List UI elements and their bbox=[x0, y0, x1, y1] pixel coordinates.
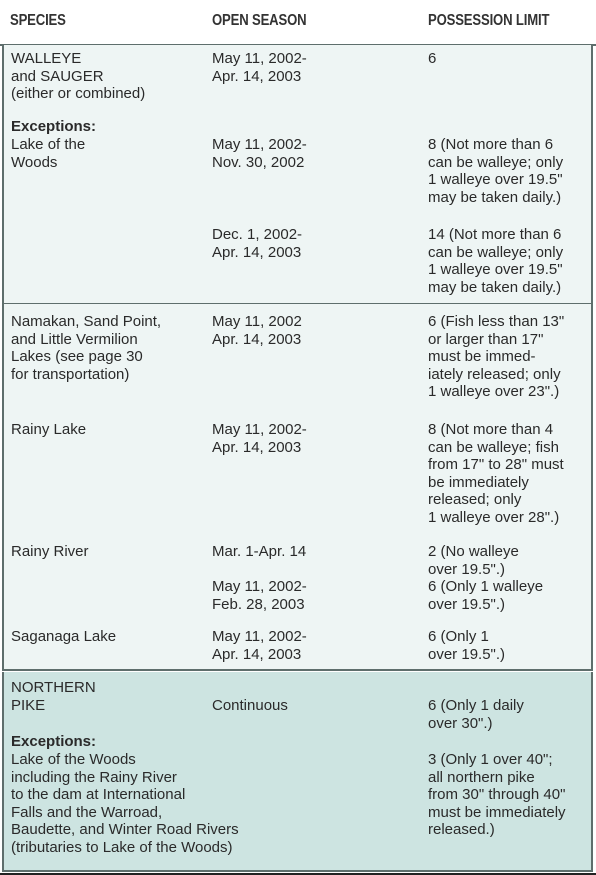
header-open-season: OPEN SEASON bbox=[212, 12, 307, 29]
row-saganaga-limit: 6 (Only 1 over 19.5".) bbox=[428, 628, 506, 663]
table-header bbox=[0, 0, 596, 46]
row-namakan-season: May 11, 2002 Apr. 14, 2003 bbox=[212, 313, 302, 348]
row-lake-of-the-woods-winter-limit: 14 (Not more than 6 can be walleye; only 1 walleye over 19.5" may be taken daily.) bbox=[428, 226, 564, 296]
row-rainy-river-limit: 2 (No walleye over 19.5".) bbox=[428, 543, 519, 578]
row-rainy-river-season: Mar. 1-Apr. 14 bbox=[212, 543, 307, 560]
row-rainy-lake-limit: 8 (Not more than 4 can be walleye; fish from 17" to 28" must be immediately released; only 1 walleye over 28".) bbox=[428, 421, 564, 526]
pike-exception-limit: 3 (Only 1 over 40"; all northern pike from 30" through 40" must be immediately released.) bbox=[428, 751, 566, 838]
pike-species: NORTHERN PIKE bbox=[11, 679, 96, 714]
row-lake-of-the-woods-species: Lake of the Woods bbox=[11, 136, 86, 171]
header-species: SPECIES bbox=[10, 12, 66, 29]
row-rainy-river-second-limit: 6 (Only 1 walleye over 19.5".) bbox=[428, 578, 544, 613]
row-divider bbox=[2, 303, 593, 304]
row-lake-of-the-woods-season: May 11, 2002- Nov. 30, 2002 bbox=[212, 136, 307, 171]
pike-exception-species: Lake of the Woods including the Rainy River to the dam at International Falls and the Warroad, Baudette, and Winter Road Rivers (tributaries to Lake of the Woods) bbox=[11, 751, 239, 856]
row-namakan-species: Namakan, Sand Point, and Little Vermilion Lakes (see page 30 for transportation) bbox=[11, 313, 162, 383]
row-rainy-lake-season: May 11, 2002- Apr. 14, 2003 bbox=[212, 421, 307, 456]
row-namakan-limit: 6 (Fish less than 13" or larger than 17" must be immed- iately released; only 1 walleye over 23".) bbox=[428, 313, 565, 400]
pike-season: Continuous bbox=[212, 697, 288, 714]
walleye-species: WALLEYE and SAUGER (either or combined) bbox=[11, 50, 146, 102]
walleye-limit: 6 bbox=[428, 50, 437, 67]
row-lake-of-the-woods-winter-season: Dec. 1, 2002- Apr. 14, 2003 bbox=[212, 226, 303, 261]
header-possession-limit: POSSESSION LIMIT bbox=[428, 12, 550, 29]
walleye-exceptions-label: Exceptions: bbox=[11, 118, 97, 135]
row-lake-of-the-woods-limit: 8 (Not more than 6 can be walleye; only 1 walleye over 19.5" may be taken daily.) bbox=[428, 136, 564, 206]
row-rainy-river-second-season: May 11, 2002- Feb. 28, 2003 bbox=[212, 578, 307, 613]
pike-exceptions-label: Exceptions: bbox=[11, 733, 97, 750]
row-saganaga-season: May 11, 2002- Apr. 14, 2003 bbox=[212, 628, 307, 663]
row-rainy-river-species: Rainy River bbox=[11, 543, 89, 560]
row-saganaga-species: Saganaga Lake bbox=[11, 628, 117, 645]
pike-limit: 6 (Only 1 daily over 30".) bbox=[428, 697, 524, 732]
walleye-season: May 11, 2002- Apr. 14, 2003 bbox=[212, 50, 307, 85]
row-rainy-lake-species: Rainy Lake bbox=[11, 421, 87, 438]
